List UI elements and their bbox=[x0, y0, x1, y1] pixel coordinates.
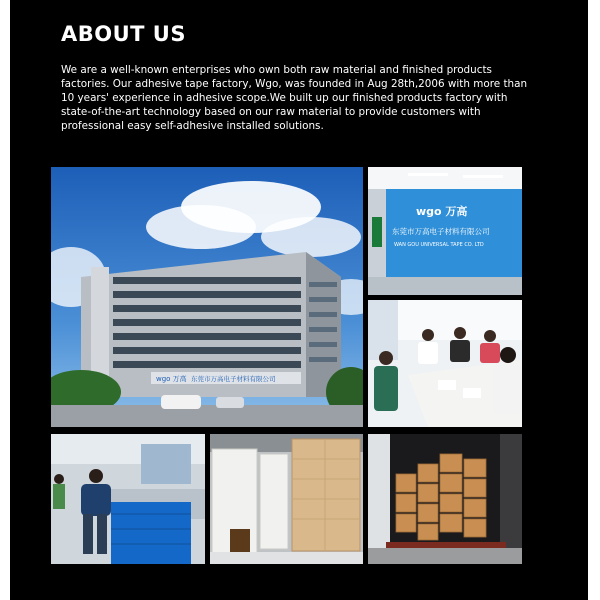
workshop-photo bbox=[51, 434, 205, 564]
reception-lobby-photo bbox=[368, 167, 522, 295]
building-sign-text: 东莞市万高电子材料有限公司 bbox=[191, 375, 276, 383]
meeting-room-photo bbox=[368, 300, 522, 427]
factory-building-photo bbox=[51, 167, 363, 427]
building-sign-logo: wgo 万高 bbox=[156, 375, 187, 383]
truck-loading-photo bbox=[368, 434, 522, 564]
lobby-company-en: WAN GOU UNIVERSAL TAPE CO. LTD bbox=[394, 242, 484, 248]
lobby-company-cn: 东莞市万高电子材料有限公司 bbox=[392, 227, 490, 236]
warehouse-photo bbox=[210, 434, 363, 564]
company-description: We are a well-known enterprises who own both raw material and finished products factories. Our adhesive tape factory, Wgo, was founded in Aug 28th,2006 with more than 10 years' experience in adhesive scope.We built up our finished products factory with state-of-the-art technology based on our raw material to provide customers with professional easy self-adhesive installed solutions. bbox=[61, 64, 528, 132]
lobby-logo: wgo 万高 bbox=[416, 205, 468, 218]
section-title: ABOUT US bbox=[61, 22, 186, 46]
